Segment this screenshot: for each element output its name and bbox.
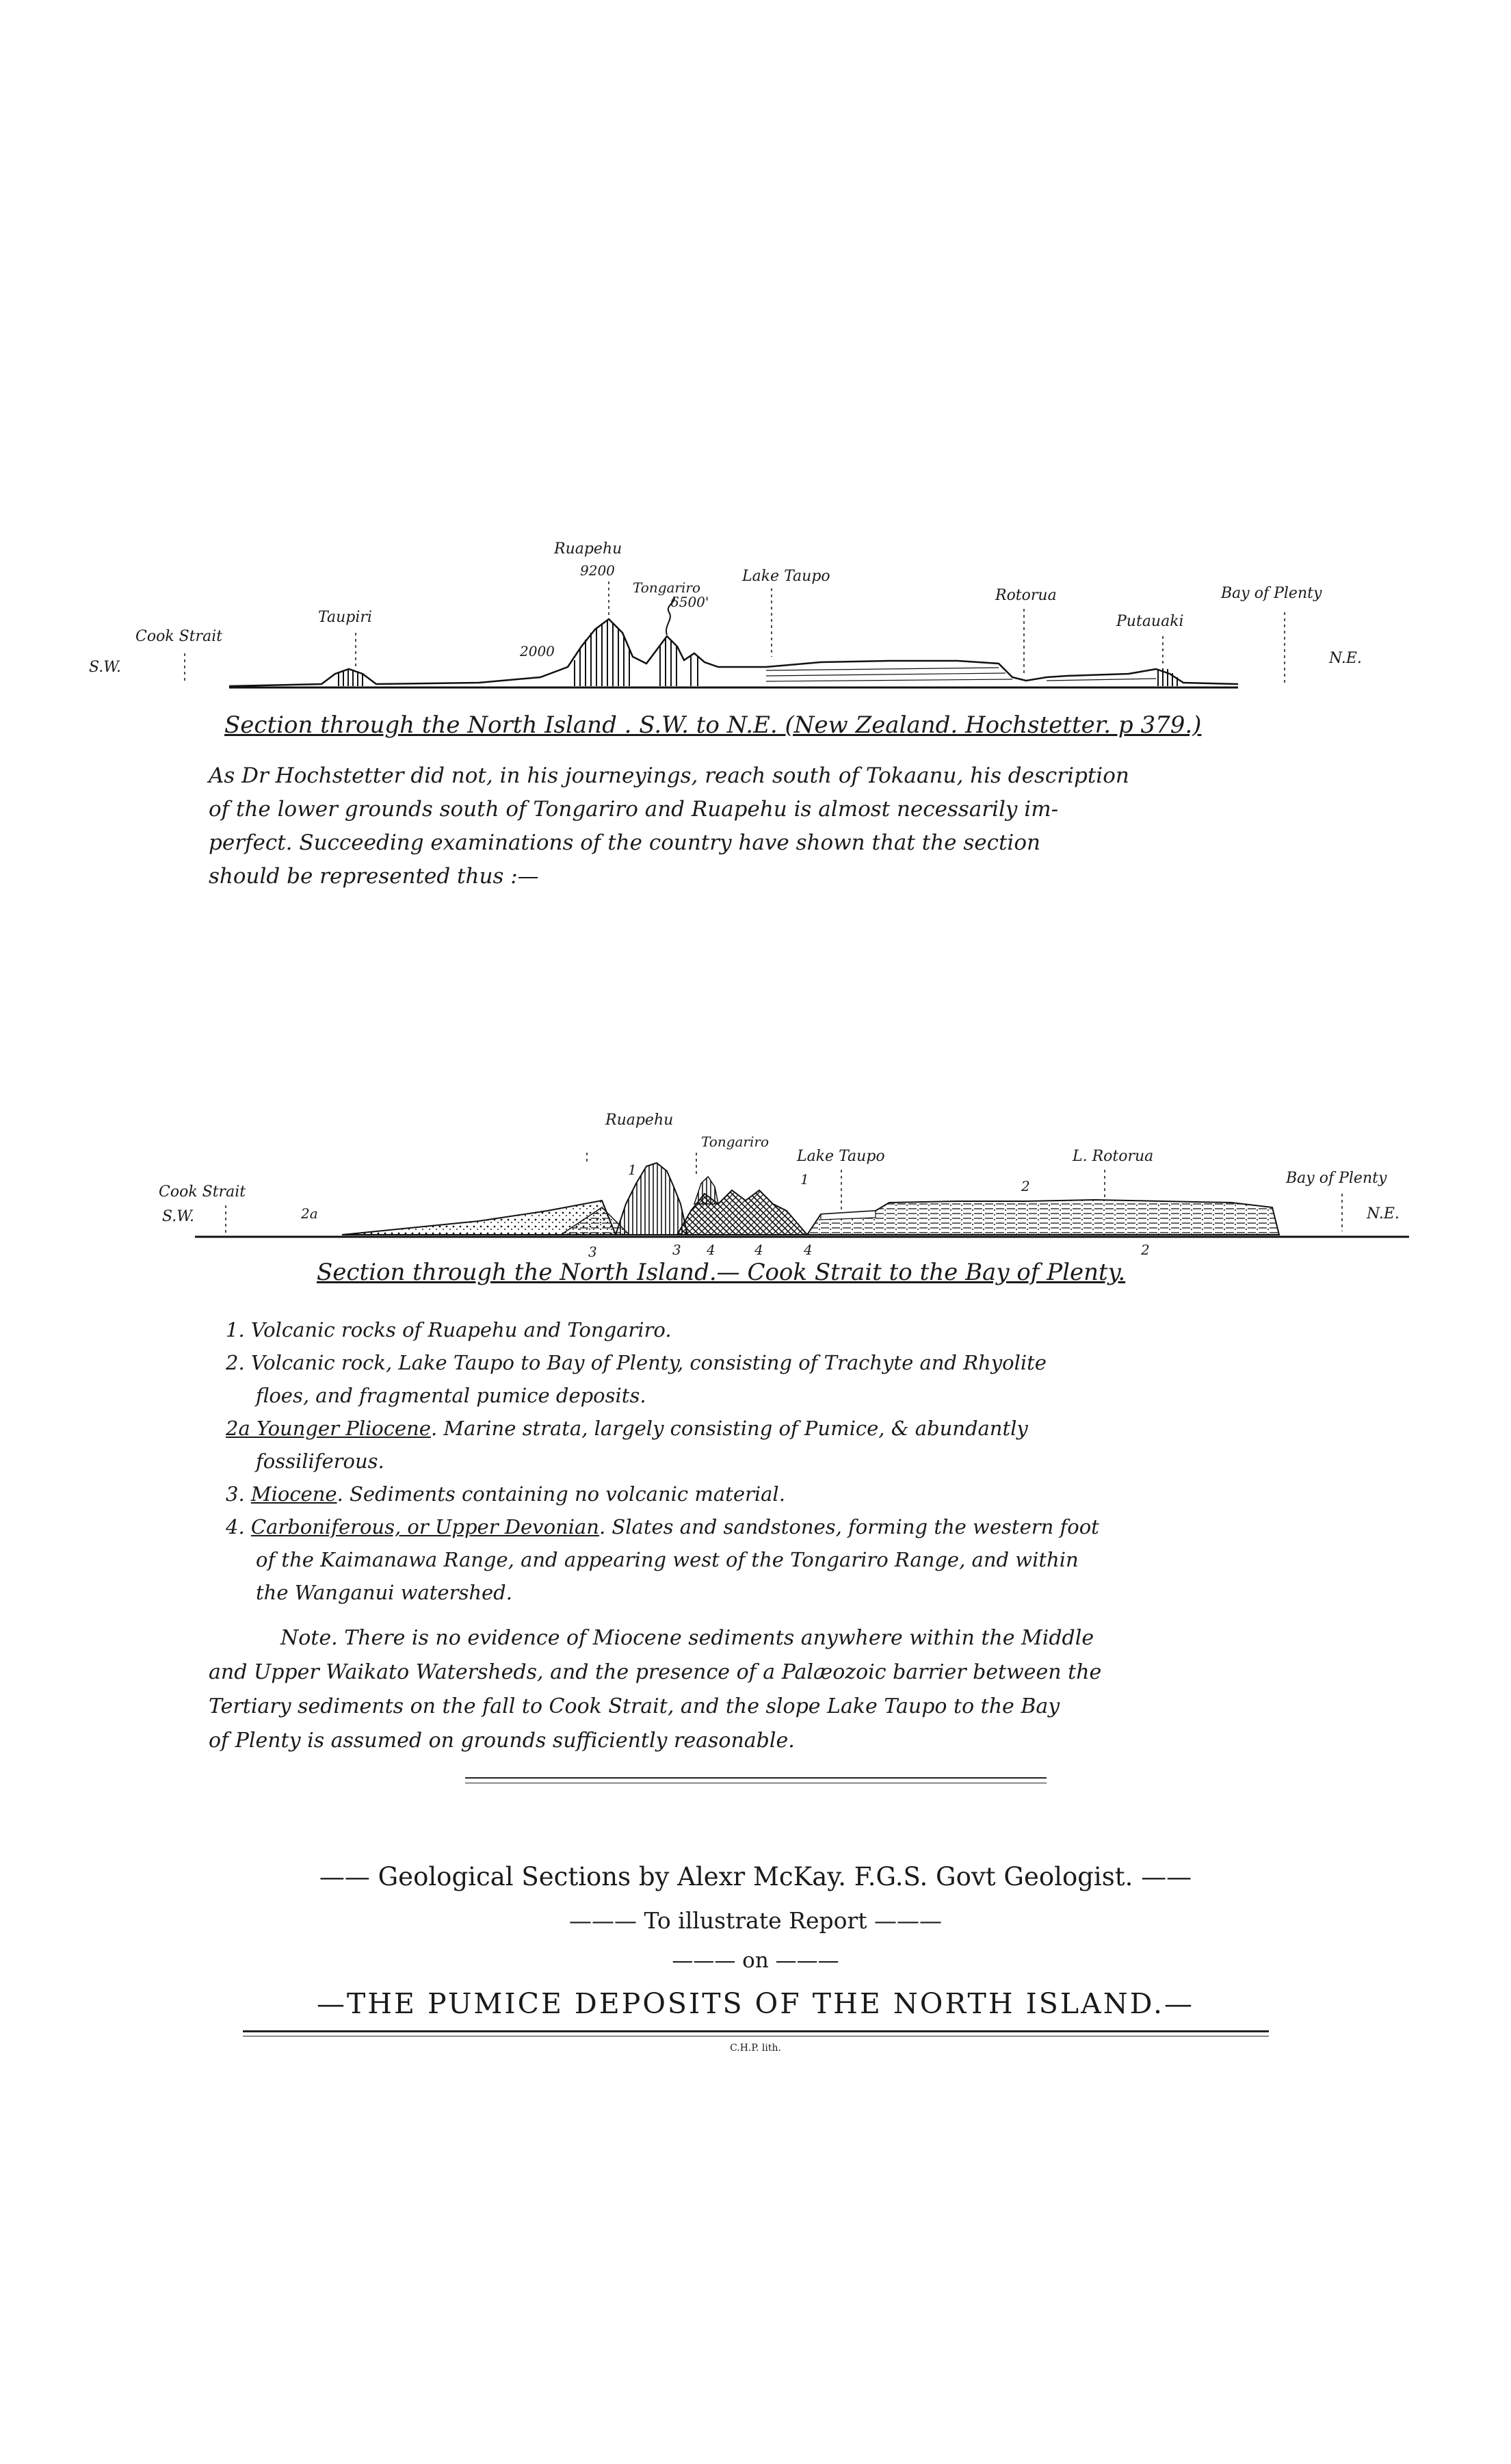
lake-taupo-water [821,1211,876,1220]
ne-label-2: N.E. [1367,1205,1400,1222]
sw-label-2: S.W. [162,1208,195,1225]
label-1-tongariro: 1 [800,1171,809,1188]
legend-4-body: . Slates and sandstones, forming the western foot [599,1515,1099,1538]
legend-2a-body: . Marine strata, largely consisting of Pumice, & abundantly [430,1417,1028,1440]
ruapehu-label-2: Ruapehu [605,1112,674,1129]
note-line: and Upper Waikato Watersheds, and the presence of a Palæozoic barrier between the [209,1660,1102,1684]
legend-item-2a-cont: fossiliferous. [256,1450,384,1473]
taupiri-label: Taupiri [318,609,372,626]
legend-item-3 [226,1478,1375,1510]
bay-of-plenty-label-2: Bay of Plenty [1286,1170,1387,1187]
legend-item-2: 2. Volcanic rock, Lake Taupo to Bay of Plenty, consisting of Trachyte and Rhyolite [226,1351,1047,1374]
legend-2a-head: 2a Younger Pliocene [226,1417,431,1440]
label-4-c: 4 [804,1242,813,1258]
legend-item-4 [226,1510,1375,1543]
lake-taupo-label-2: Lake Taupo [797,1148,885,1165]
label-3-a: 3 [588,1244,597,1260]
legend-3-head: Miocene [250,1482,337,1506]
legend [226,1313,1375,1609]
bay-of-plenty-label-1: Bay of Plenty [1221,585,1322,602]
label-3-b: 3 [672,1242,681,1258]
cook-strait-label-1: Cook Strait [135,628,223,645]
l-rotorua-label: L. Rotorua [1073,1148,1154,1165]
paragraph-line: of the lower grounds south of Tongariro and Ruapehu is almost necessarily im- [209,797,1059,822]
legend-item-1: 1. Volcanic rocks of Ruapehu and Tongariro. [226,1318,672,1341]
paragraph-line: As Dr Hochstetter did not, in his journeyings, reach south of Tokaanu, his description [209,763,1129,788]
sw-label-1: S.W. [89,659,122,676]
note-paragraph [209,1621,1385,1758]
ne-label-1: N.E. [1329,650,1362,667]
legend-3-body: . Sediments containing no volcanic material. [337,1482,785,1506]
volcanic-1-tongariro [694,1177,718,1204]
ruapehu-label-1: Ruapehu [554,540,622,558]
section-2-caption: Section through the North Island.— Cook Strait to the Bay of Plenty. [317,1259,1126,1286]
main-title: —THE PUMICE DEPOSITS OF THE NORTH ISLAND.— [316,1987,1195,2020]
label-1-ruapehu: 1 [628,1162,637,1178]
tongariro-label-2: Tongariro [701,1133,769,1150]
volcanic-1-ruapehu [616,1163,687,1235]
volcanic-2-plateau [807,1200,1279,1235]
title-line-authors: —— Geological Sections by Alexr McKay. F.G.S. Govt Geologist. —— [319,1862,1192,1891]
rotorua-label-1: Rotorua [995,587,1057,604]
label-4-b: 4 [754,1242,763,1258]
legend-4-num: 4. [226,1515,251,1538]
height-2000-label: 2000 [520,643,555,659]
label-4-a: 4 [707,1242,715,1258]
lithographer-mark: C.H.P. lith. [730,2043,781,2054]
label-2-base: 2 [1141,1242,1150,1258]
note-line: of Plenty is assumed on grounds sufficiently reasonable. [209,1729,795,1753]
legend-item-2a [226,1412,1375,1445]
legend-item-2-cont: floes, and fragmental pumice deposits. [256,1384,646,1407]
legend-4-head: Carboniferous, or Upper Devonian [250,1515,599,1538]
label-2a: 2a [301,1205,318,1222]
paragraph-line: should be represented thus :— [209,864,539,889]
title-line-report: ——— To illustrate Report ——— [568,1907,943,1934]
title-underline [243,2030,1269,2032]
legend-item-4-cont1: of the Kaimanawa Range, and appearing west of the Tongariro Range, and within [256,1548,1079,1571]
tongariro-label-1: Tongariro [633,579,700,596]
note-line: Tertiary sediments on the fall to Cook Strait, and the slope Lake Taupo to the Bay [209,1694,1060,1718]
legend-item-4-cont2: the Wanganui watershed. [256,1581,512,1604]
legend-3-num: 3. [226,1482,251,1506]
section-1-caption: Section through the North Island . S.W. to N.E. (New Zealand. Hochstetter. p 379.) [224,711,1202,739]
title-line-on: ——— on ——— [672,1948,839,1973]
note-line: Note. There is no evidence of Miocene sediments anywhere within the Middle [280,1626,1094,1650]
tongariro-height: 6500' [670,594,709,610]
putauaki-label: Putauaki [1116,613,1184,630]
cook-strait-label-2: Cook Strait [159,1183,246,1201]
paragraph-line: perfect. Succeeding examinations of the country have shown that the section [209,830,1040,855]
lake-taupo-label-1: Lake Taupo [742,568,830,585]
divider-rule [465,1777,1047,1779]
label-2-plateau: 2 [1021,1178,1030,1194]
ruapehu-height: 9200 [580,562,615,579]
